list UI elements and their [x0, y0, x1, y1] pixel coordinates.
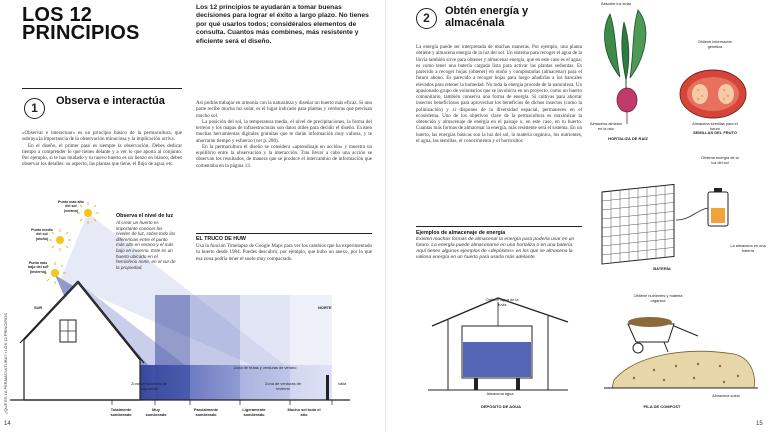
col1-paragraph-2: En el diseño, el primer paso es siempre la observación. Debes dedicar tiempo a comprender lo que tienes delante y a ver lo que aporta al conjunto. Por ejemplo, si te has mudado y tu nuevo huerto es un lienzo en blanco, debes observar los detalles: su aspecto, las plantas que tiene, el flujo de agua, etc. — [22, 142, 182, 168]
zone-summer-label: Zona de frutas y verduras de verano — [233, 365, 297, 370]
compost-illustration — [594, 293, 764, 406]
fence — [326, 375, 329, 400]
tomato-caption: SEMILLAS DEL FRUTO — [692, 130, 738, 135]
battery-caption: BATERÍA — [653, 266, 671, 271]
intro-text: Los 12 principios te ayudarán a tomar buenas decisiones para lograr el éxito a largo plazo. No tienes por qué usarlos todos; considéralos elementos de consulta. Cuantos más combines, más resistente y eficiente será el diseño. — [196, 4, 369, 45]
examples-title: Ejemplos de almacenaje de energía — [416, 230, 506, 236]
section-1-rule — [22, 88, 182, 89]
col2-paragraph-3: En la permacultura el diseño se considera «aprendizaje en acción» y muestra un equilibrio entre la observación y la interacción. Tras llevar a cabo una acción se observan los resultados, de manera que se produce el intercambio de información que comentaba en la página 13. — [196, 143, 372, 169]
tomato-label-bottom: Almacena semillas para el futuro — [692, 121, 738, 131]
section-2-title: Obtén energía y almacénala — [445, 5, 529, 29]
compost-label-top: Obtiene nutrientes y materia orgánica — [633, 293, 683, 303]
radish-illustration — [590, 2, 665, 137]
col2-paragraph-2: La posición del sol, la temperatura media, el nivel de precipitaciones, la forma del terreno y los mapas de infraestructuras son datos útiles para decidir el diseño. Existen muchas herramientas digitales gratuitas que te darán información muy valiosa, y te ahorrarán tiempo y esfuerzo (ver p. 280). — [196, 118, 372, 144]
compost-label-bottom: Almacena suelo — [712, 393, 740, 398]
page-number-left: 14 — [4, 421, 11, 427]
light-note-text: Al crear un huerto es importante conocer los niveles de luz, sobre todo las diferencias entre el punto más alto en verano y el más bajo en invierno. Este es un huerto ubicado en el hemisferio norte, en el sur de la propiedad. — [116, 220, 176, 270]
band-label-4: Ligeramente sombreado — [242, 407, 266, 417]
examples-rule — [416, 226, 582, 227]
section-1-col1 — [22, 130, 182, 168]
section-2-body: La energía puede ser interpretada de muchas maneras. Por ejemplo, una planta obtiene y almacena energía de la luz del sol. Un sistema para recoger el agua de la lluvia también sirve para obtener y almacenar energía, que en este caso es el agua; es como tener una batería cargada lista para activar las plantas sedientas. Es parecido a recoger hojas (obtener) en otoño y compostarlas (almacenar) para el futuro abono. Es parecido a recoger hojas para luego añadirlas a los bancales elevados para retener la humedad. No toda la energía procede de la naturaleza. Un apasionado grupo de voluntarios que se involucra en un proyecto, como un huerto comunitario, también conserva una forma de energía. Si cultivas para ahorrar insectos beneficiosos para aprovechar los beneficios de dichos insectos (como la polinización) y si dispones de la diversidad espacial, permaneces en el ecosistema. Uno de los objetivos clave de la permacultura es maximizar la obtención y almacenaje de energía en el paisaje o, en este caso, en tu huerto. Cuantas más formas de almacenar la energía, más resistente será el sistema. En un huerto, las energías básicas son la luz del sol, la materia orgánica, los nutrientes, el agua, las semillas, el conocimiento y el horticultor. — [416, 44, 582, 144]
shade-band-3 — [190, 295, 240, 400]
page-number-right: 15 — [756, 421, 763, 427]
tomato-label-top: Obtiene información genética — [697, 39, 733, 49]
label-south: SUR — [34, 305, 43, 310]
water-caption: DEPÓSITO DE AGUA — [480, 404, 521, 409]
page-title: LOS 12 PRINCIPIOS — [22, 4, 140, 44]
spine-text: ¿QUÉ ES LA PERMACULTURA? • LOS 12 PRINCIPIOS — [3, 313, 8, 414]
band-label-1: Totalmente sombreado — [110, 407, 132, 417]
sun-label-summer: Punto más alto del sol (verano) — [58, 200, 84, 213]
radish-label-top: Absorbe luz solar — [600, 1, 632, 6]
trick-text: Usa la función Timelapse de Google Maps para ver los cambios que ha experimentado tu huerto desde 1984. Puedes descubrir, por ejemplo, que hubo un anexo, por lo que esa zona podría tener el suelo muy compactado. — [196, 243, 372, 262]
tomato-illustration — [676, 58, 751, 128]
fence-label: Valla — [337, 381, 347, 386]
band-label-3: Parcialmente sombreado — [193, 407, 219, 417]
battery-illustration — [596, 160, 766, 270]
examples-text: Existen muchas formas de almacenar la energía para poderla usar en un futuro. La energía puede almacenarse en una hortaliza o en una batería. Aquí tienes algunos ejemplos de «depósitos» en los que se almacena la valiosa energía en un huerto para usarla más adelante. — [416, 237, 575, 261]
zone-winter-label: Zona de verduras de invierno — [265, 381, 301, 391]
band-label-5: Mucho sol todo el año — [287, 407, 321, 417]
band-label-2: Muy sombreado — [145, 407, 167, 417]
col2-paragraph-1: Así podrás trabajar en armonía con la naturaleza y diseñar un huerto más eficaz. Si uno parte recibe mucha luz solar, es el lugar indicado para plantas y verduras que precisan mucho sol. — [196, 100, 373, 119]
label-north: NORTE — [318, 305, 332, 310]
section-1-number: 1 — [24, 98, 45, 119]
battery-label-bottom: La almacena en una batería — [730, 243, 766, 253]
water-label-top: Obtiene agua de la lluvia — [485, 297, 519, 307]
section-1-col2 — [196, 100, 372, 169]
battery-label-top: Obtiene energía de la luz del sol — [701, 155, 739, 165]
col1-paragraph-1: «Observar e interactuar» es un principio básico de la permacultura, que subraya la importancia de la observación minuciosa y la implicación activa. — [22, 130, 182, 143]
section-1-title: Observa e interactúa — [56, 95, 165, 107]
sun-label-winter: Punto más bajo del sol (invierno) — [28, 261, 48, 274]
radish-caption: HORTALIZA DE RAÍZ — [608, 136, 648, 141]
water-tank-illustration — [418, 292, 578, 402]
zone-leafy-label: Zona de sombras de hoja verde — [131, 381, 167, 391]
gutter — [385, 0, 386, 432]
light-note-title: Observa el nivel de luz — [116, 213, 174, 219]
sun-label-autumn: Punto medio del sol (otoño) — [31, 228, 53, 241]
water-label-bottom: Almacena agua — [486, 391, 514, 396]
radish-label-bottom: Almacena almidón en la raíz — [589, 121, 622, 131]
section-2-number: 2 — [416, 8, 437, 29]
trick-title: EL TRUCO DE HUW — [196, 236, 246, 242]
compost-caption: PILA DE COMPOST — [643, 404, 681, 409]
